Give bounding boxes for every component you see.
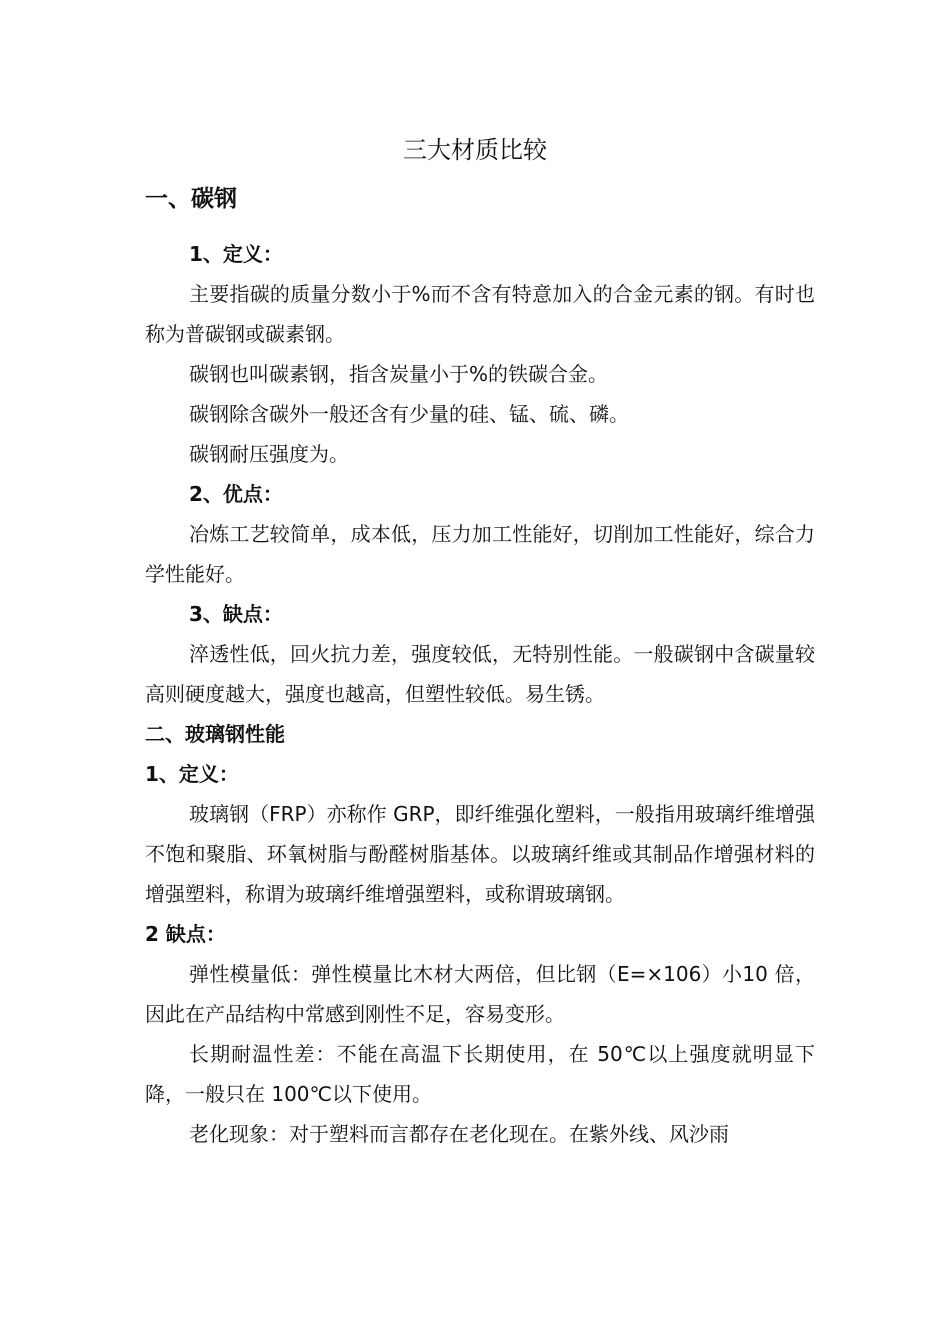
paragraph: 淬透性低，回火抗力差，强度较低，无特别性能。一般碳钢中含碳量较高则硬度越大，强度也越高，但塑性较低。易生锈。 [145, 642, 815, 706]
document-title: 三大材质比较 [403, 136, 547, 164]
paragraph: 碳钢除含碳外一般还含有少量的硅、锰、硫、磷。 [189, 402, 629, 426]
paragraph: 老化现象：对于塑料而言都存在老化现在。在紫外线、风沙雨 [189, 1122, 729, 1146]
paragraph: 主要指碳的质量分数小于%而不含有特意加入的合金元素的钢。有时也称为普碳钢或碳素钢。 [145, 282, 815, 346]
subheading-definition: 1、定义： [145, 762, 239, 786]
paragraph: 玻璃钢（FRP）亦称作 GRP，即纤维强化塑料，一般指用玻璃纤维增强不饱和聚脂、环氧树脂与酚醛树脂基体。以玻璃纤维或其制品作增强材料的增强塑料，称谓为玻璃纤维增强塑料，或称谓玻璃钢。 [145, 802, 815, 906]
document-body [145, 180, 815, 1154]
paragraph: 碳钢耐压强度为。 [189, 442, 349, 466]
paragraph: 碳钢也叫碳素钢，指含炭量小于%的铁碳合金。 [189, 362, 609, 386]
spacer [145, 218, 815, 234]
section-heading-frp: 二、玻璃钢性能 [145, 722, 285, 746]
subheading-disadvantages: 2 缺点： [145, 922, 226, 946]
section-heading-carbon-steel: 一、碳钢 [145, 186, 237, 212]
paragraph: 弹性模量低：弹性模量比木材大两倍，但比钢（E=×106）小10 倍，因此在产品结构中常感到刚性不足，容易变形。 [145, 962, 815, 1026]
subheading-definition: 1、定义： [189, 242, 283, 266]
paragraph: 长期耐温性差：不能在高温下长期使用，在 50℃以上强度就明显下降，一般只在 100℃以下使用。 [145, 1042, 815, 1106]
subheading-disadvantages: 3、缺点： [189, 602, 283, 626]
subheading-advantages: 2、优点： [189, 482, 283, 506]
paragraph: 冶炼工艺较简单，成本低，压力加工性能好，切削加工性能好，综合力学性能好。 [145, 522, 815, 586]
